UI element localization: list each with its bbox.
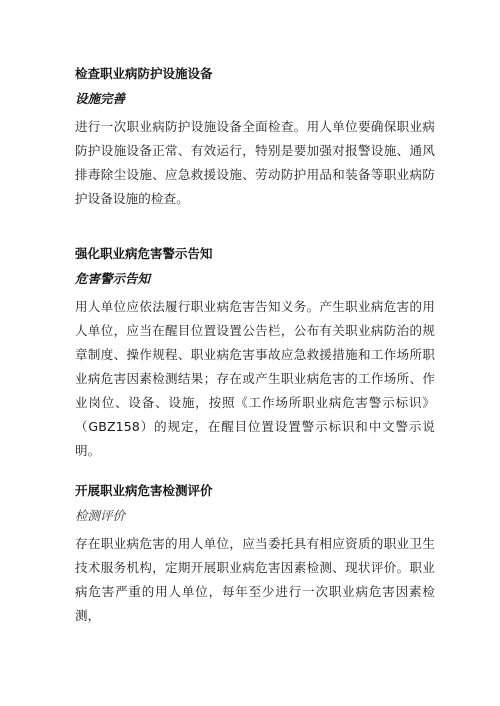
section-subheading: 检测评价	[75, 508, 126, 523]
section-hazard-testing	[75, 481, 435, 628]
section-hazard-warning	[75, 244, 435, 463]
section-subheading: 设施完善	[75, 91, 126, 106]
section-paragraph: 进行一次职业病防护设施设备全面检查。用人单位要确保职业病防护设施设备正常、有效运行，特别是要加强对报警设施、通风排毒除尘设施、应急救援设施、劳动防护用品和装备等职业病防护设备设施的检查。	[75, 119, 435, 206]
section-paragraph: 用人单位应依法履行职业病危害告知义务。产生职业病危害的用人单位，应当在醒目位置设置公告栏，公布有关职业病防治的规章制度、操作规程、职业病危害事故应急救援措施和工作场所职业病危害因素检测结果；存在或产生职业病危害的工作场所、作业岗位、设备、设施，按照《工作场所职业病危害警示标识》（GBZ158）的规定，在醒目位置设置警示标识和中文警示说明。	[75, 299, 435, 458]
section-protection-facilities	[75, 64, 435, 211]
section-subheading: 危害警示告知	[75, 271, 151, 286]
section-heading: 开展职业病危害检测评价	[75, 483, 213, 498]
section-heading: 强化职业病危害警示告知	[75, 246, 213, 261]
section-heading: 检查职业病防护设施设备	[75, 66, 213, 81]
section-paragraph: 存在职业病危害的用人单位，应当委托具有相应资质的职业卫生技术服务机构，定期开展职业病危害因素检测、现状评价。职业病危害严重的用人单位，每年至少进行一次职业病危害因素检测，	[75, 536, 435, 623]
